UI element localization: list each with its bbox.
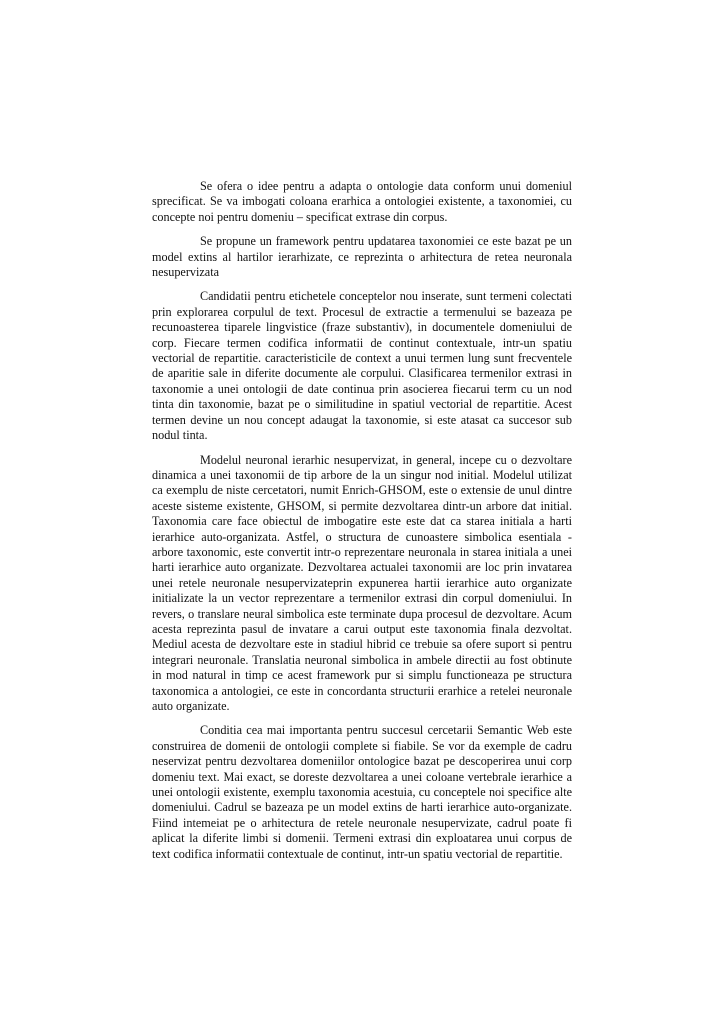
- paragraph-2: Se propune un framework pentru updatarea taxonomiei ce este bazat pe un model extins al hartilor ierarhizate, ce reprezinta o arhitectura de retea neuronala nesupervizata: [152, 234, 572, 280]
- paragraph-4: Modelul neuronal ierarhic nesupervizat, in general, incepe cu o dezvoltare dinamica a unei taxonomii de tip arbore de la un singur nod initial. Modelul utilizat ca exemplu de niste cercetatori, numit Enrich-GHSOM, este o extensie de unul dintre aceste sisteme existente, GHSOM, si permite dezvoltarea dintr-un arbore dat initial. Taxonomia care face obiectul de imbogatire este este dat ca starea initiala a harti ierarhice auto-organizata. Astfel, o structura de cunoastere simbolica esentiala - arbore taxonomic, este convertit intr-o reprezentare neuronala in starea initiala a unei harti ierarhice auto organizate. Dezvoltarea actualei taxonomii are loc prin invatarea unei retele neuronale nesupervizateprin expunerea hartii ierarhice auto organizate initializate la un vector reprezentare a termenilor extrasi din corpul domeniului. In revers, o translare neural simbolica este terminate dupa procesul de dezvoltare. Acum acesta reprezinta pasul de invatare a carui output este taxonomia finala dezvoltat. Mediul acesta de dezvoltare este in stadiul hibrid ce trebuie sa ofere suport si pentru integrari neuronale. Translatia neuronal simbolica in ambele directii au fost obtinute in mod natural in timp ce acest framework pur si simplu functioneaza pe structura taxonomica a antologiei, ce este in concordanta structurii erarhice a retelei neuronale auto organizate.: [152, 452, 572, 713]
- paragraph-3: Candidatii pentru etichetele conceptelor nou inserate, sunt termeni colectati prin explorarea corpulul de text. Procesul de extractie a termenului se bazeaza pe recunoasterea tiparele lingvistice (fraze substantiv), in documentele domeniului de corp. Fiecare termen codifica informatii de continut contextuale, intr-un spatiu vectorial de repartitie. caracteristicile de context a unui termen lung sunt frecventele de aparitie sale in diferite documente ale corpului. Clasificarea termenilor extrasi in taxonomie a unei ontologii de date continua prin asocierea fiecarui term cu un nod tinta din taxonomie, bazat pe o similitudine in spatiul vectorial de repartitie. Acest termen devine un nou concept adaugat la taxonomie, si este atasat ca succesor sub nodul tinta.: [152, 289, 572, 443]
- paragraph-1: Se ofera o idee pentru a adapta o ontologie data conform unui domeniul sprecificat. Se va imbogati coloana erarhica a ontologiei existente, a taxonomiei, cu concepte noi pentru domeniu – specificat extrase din corpus.: [152, 179, 572, 224]
- body-text: [152, 179, 572, 871]
- paragraph-5: Conditia cea mai importanta pentru succesul cercetarii Semantic Web este construirea de domenii de ontologii complete si fiabile. Se vor da exemple de cadru neservizat pentru dezvoltarea domeniilor ontologice bazat pe descoperirea unui corp domeniu text. Mai exact, se doreste dezvoltarea a unei coloane vertebrale ierarhice a unei ontologii existente, exemplu taxonomia acestuia, cu conceptele noi specifice alte domeniului. Cadrul se bazeaza pe un model extins de harti ierarhice auto-organizate. Fiind intemeiat pe o arhitectura de retele neuronale nesupervizate, cadrul poate fi aplicat la diferite limbi si domenii. Termeni extrasi din exploatarea unui corpus de text codifica informatii contextuale de continut, intr-un spatiu vectorial de repartitie.: [152, 723, 572, 861]
